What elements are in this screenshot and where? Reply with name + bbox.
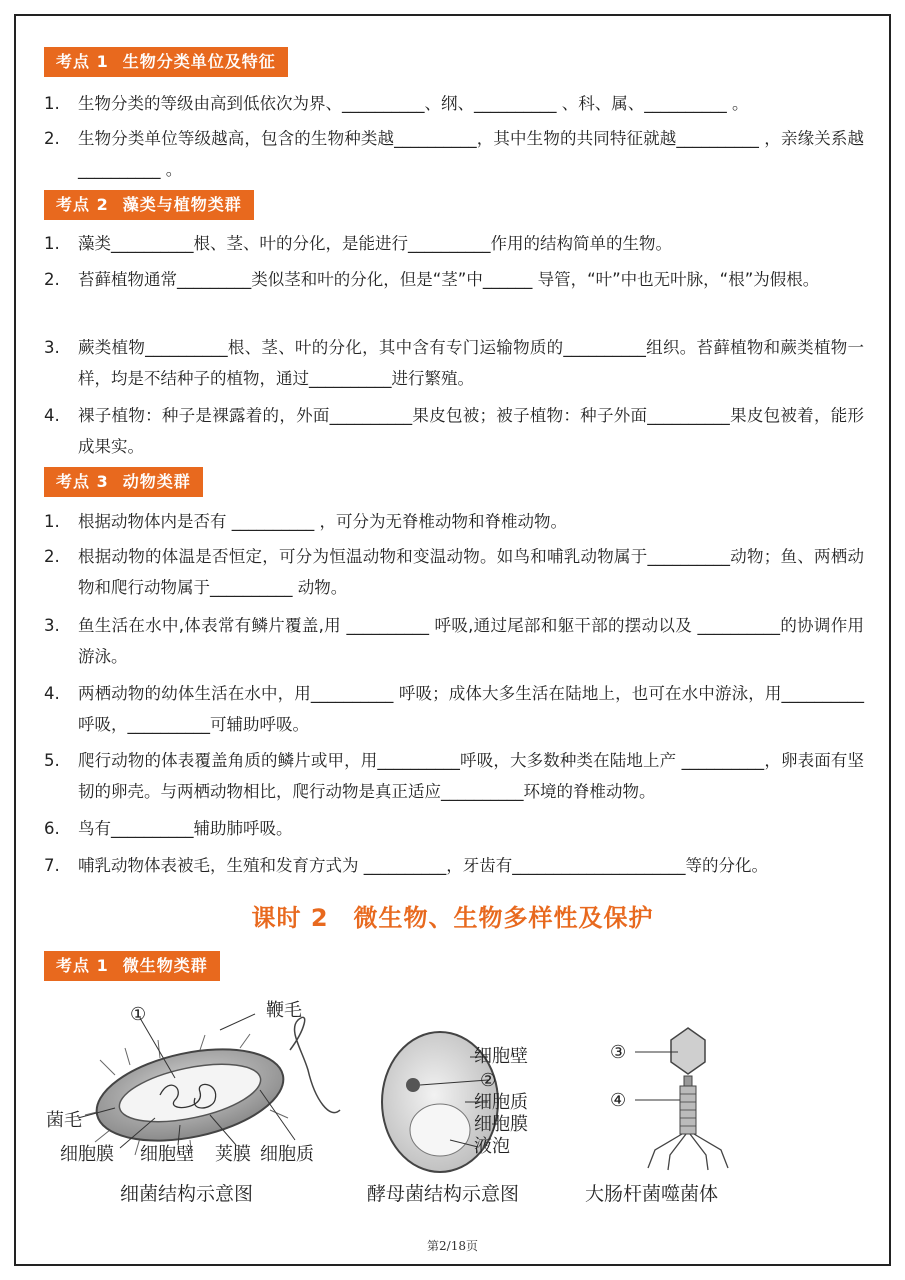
question-item bbox=[44, 541, 864, 603]
question-item bbox=[44, 745, 864, 807]
label-flagellum: 鞭毛 bbox=[266, 1000, 302, 1021]
yeast-vacuole-shape bbox=[410, 1104, 470, 1156]
bacteria-caption: 细菌结构示意图 bbox=[120, 1183, 254, 1205]
label-cell-wall: 细胞壁 bbox=[140, 1144, 194, 1165]
question-text: 根据动物体内是否有 __________ ，可分为无脊椎动物和脊椎动物。 bbox=[78, 512, 567, 531]
question-number: 7. bbox=[44, 856, 60, 875]
question-text: 裸子植物：种子是裸露着的，外面__________果皮包被；被子植物：种子外面__________果皮包被着，能形成果实。 bbox=[78, 406, 864, 456]
label-circle-2: ② bbox=[480, 1070, 497, 1091]
flagellum-shape bbox=[290, 1017, 340, 1112]
question-number: 3. bbox=[44, 338, 60, 357]
label-yeast-cytoplasm: 细胞质 bbox=[474, 1092, 528, 1113]
phage-head-shape bbox=[671, 1028, 705, 1074]
question-number: 5. bbox=[44, 751, 60, 770]
phage-caption: 大肠杆菌噬菌体 bbox=[585, 1183, 719, 1205]
question-item bbox=[44, 850, 864, 881]
label-pili: 菌毛 bbox=[46, 1110, 82, 1131]
question-number: 2. bbox=[44, 270, 60, 289]
question-text: 蕨类植物__________根、茎、叶的分化，其中含有专门运输物质的__________组织。苔藓植物和蕨类植物一样，均是不结种子的植物，通过__________进行繁殖。 bbox=[78, 338, 864, 388]
tag-title: 藻类与植物类群 bbox=[122, 195, 242, 214]
label-vacuole: 液泡 bbox=[474, 1136, 510, 1157]
tag-title: 动物类群 bbox=[122, 472, 191, 491]
question-text: 藻类__________根、茎、叶的分化，是能进行__________作用的结构简单的生物。 bbox=[78, 234, 672, 253]
label-capsule: 荚膜 bbox=[215, 1144, 251, 1165]
section-tag-1 bbox=[44, 47, 288, 77]
tag-title: 生物分类单位及特征 bbox=[122, 52, 276, 71]
section-tag-3 bbox=[44, 467, 203, 497]
question-number: 1. bbox=[44, 512, 60, 531]
microbe-diagrams bbox=[40, 990, 870, 1220]
label-circle-1: ① bbox=[130, 1004, 147, 1025]
question-number: 1. bbox=[44, 94, 60, 113]
tag-label: 考点 2 bbox=[56, 195, 109, 214]
yeast-illustration bbox=[367, 1032, 528, 1205]
label-circle-4: ④ bbox=[610, 1090, 627, 1111]
question-text: 鱼生活在水中,体表常有鳞片覆盖,用 __________ 呼吸,通过尾部和躯干部的摆动以及 __________的协调作用游泳。 bbox=[78, 616, 864, 666]
question-item bbox=[44, 264, 864, 295]
question-text: 生物分类单位等级越高，包含的生物种类越__________，其中生物的共同特征就越__________ ，亲缘关系越 __________ 。 bbox=[78, 129, 864, 179]
question-item bbox=[44, 228, 864, 259]
question-item bbox=[44, 88, 864, 119]
tag-label: 考点 1 bbox=[56, 52, 109, 71]
question-item bbox=[44, 813, 864, 844]
label-yeast-membrane: 细胞膜 bbox=[474, 1114, 528, 1135]
question-text: 哺乳动物体表被毛，生殖和发育方式为 __________，牙齿有_____________________等的分化。 bbox=[78, 856, 768, 875]
question-number: 3. bbox=[44, 616, 60, 635]
label-circle-3: ③ bbox=[610, 1042, 627, 1063]
question-number: 2. bbox=[44, 129, 60, 148]
tag-label: 考点 3 bbox=[56, 472, 109, 491]
label-cytoplasm: 细胞质 bbox=[260, 1144, 314, 1165]
lesson-title: 课时 2 微生物、生物多样性及保护 bbox=[251, 904, 654, 932]
yeast-caption: 酵母菌结构示意图 bbox=[367, 1183, 520, 1205]
question-number: 4. bbox=[44, 684, 60, 703]
bacterium-illustration bbox=[46, 1000, 340, 1205]
question-item bbox=[44, 123, 864, 185]
phage-illustration bbox=[585, 1028, 728, 1205]
question-item bbox=[44, 610, 864, 672]
page-number: 第2/18页 bbox=[427, 1239, 478, 1253]
question-item bbox=[44, 506, 864, 537]
tag-title: 微生物类群 bbox=[122, 956, 208, 975]
label-yeast-wall: 细胞壁 bbox=[474, 1046, 528, 1067]
question-number: 1. bbox=[44, 234, 60, 253]
question-item bbox=[44, 678, 864, 740]
question-text: 两栖动物的幼体生活在水中，用__________ 呼吸；成体大多生活在陆地上，也可在水中游泳，用__________呼吸，__________可辅助呼吸。 bbox=[78, 684, 864, 734]
question-text: 生物分类的等级由高到低依次为界、__________、纲、__________ 、科、属、__________ 。 bbox=[78, 94, 749, 113]
yeast-nucleus-shape bbox=[406, 1078, 420, 1092]
question-item bbox=[44, 400, 864, 462]
section-tag-4 bbox=[44, 951, 220, 981]
question-text: 苔藓植物通常_________类似茎和叶的分化，但是“茎”中______ 导管，“叶”中也无叶脉，“根”为假根。 bbox=[78, 270, 820, 289]
question-number: 6. bbox=[44, 819, 60, 838]
tag-label: 考点 1 bbox=[56, 956, 109, 975]
section-tag-2 bbox=[44, 190, 254, 220]
question-text: 根据动物的体温是否恒定，可分为恒温动物和变温动物。如鸟和哺乳动物属于__________动物；鱼、两栖动物和爬行动物属于__________ 动物。 bbox=[78, 547, 864, 597]
label-cell-membrane: 细胞膜 bbox=[60, 1144, 114, 1165]
question-number: 2. bbox=[44, 547, 60, 566]
question-item bbox=[44, 332, 864, 394]
question-number: 4. bbox=[44, 406, 60, 425]
question-text: 爬行动物的体表覆盖角质的鳞片或甲，用__________呼吸，大多数种类在陆地上产 __________，卵表面有坚韧的卵壳。与两栖动物相比，爬行动物是真正适应__________环境的脊椎动物。 bbox=[78, 751, 864, 801]
question-text: 鸟有__________辅助肺呼吸。 bbox=[78, 819, 293, 838]
